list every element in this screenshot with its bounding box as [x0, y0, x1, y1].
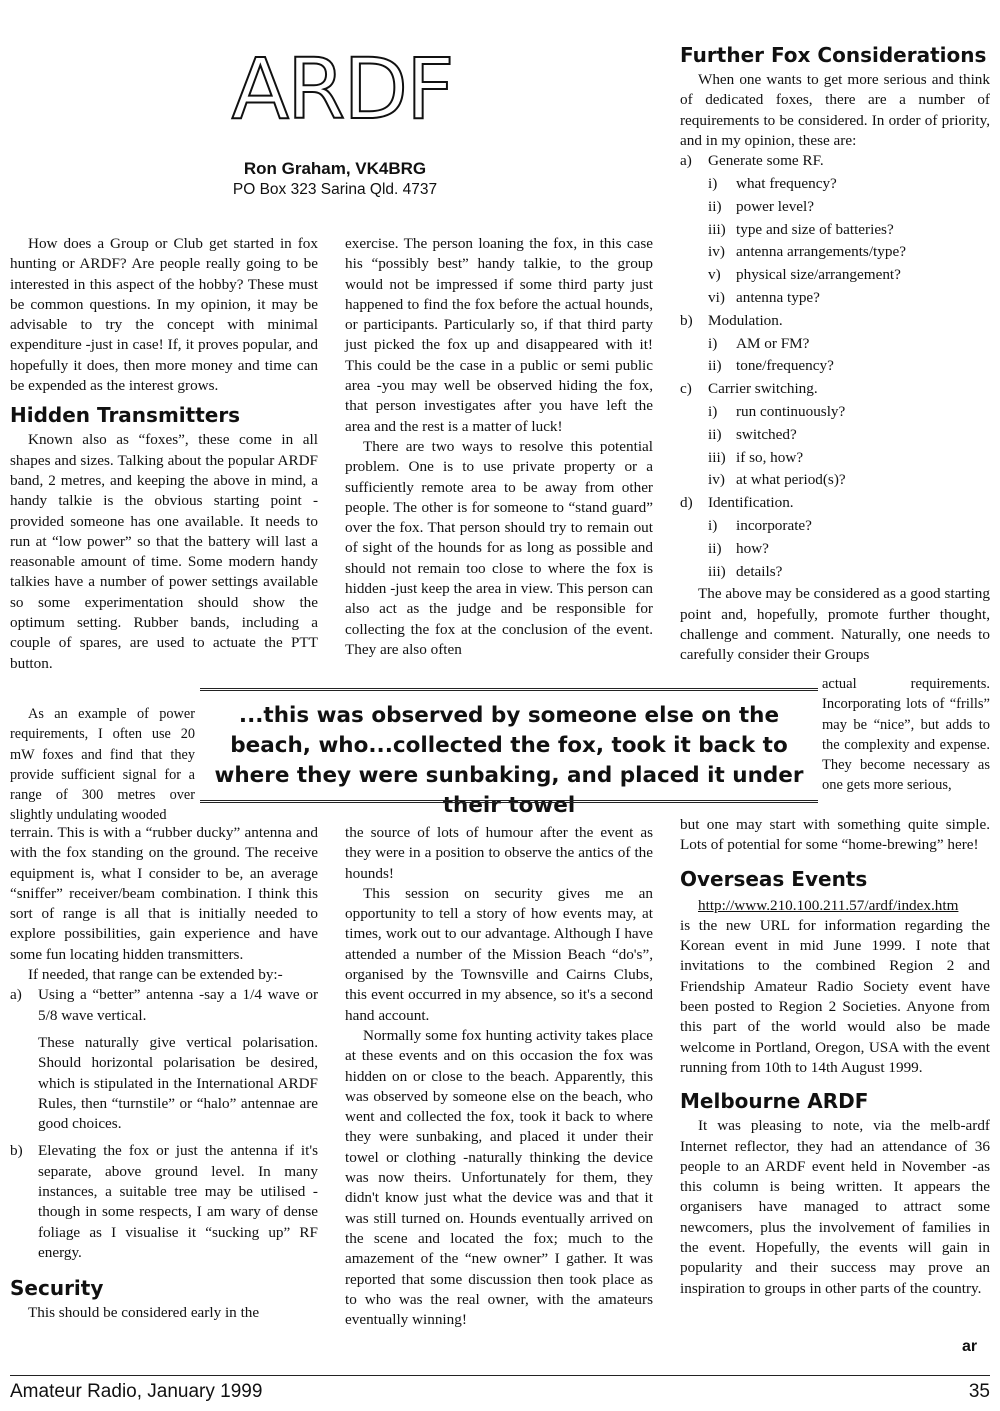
melbourne-ardf-heading: Melbourne ARDF [680, 1089, 869, 1114]
sublist-text: at what period(s)? [736, 471, 846, 489]
list-text: Carrier switching. [708, 380, 818, 398]
sublist-item [680, 448, 990, 468]
sublist-text: physical size/arrangement? [736, 266, 901, 284]
sublist-b [680, 334, 990, 377]
list-text: Modulation. [708, 311, 783, 329]
sublist-text: antenna arrangements/type? [736, 243, 906, 261]
author-address: PO Box 323 Sarina Qld. 4737 [232, 181, 438, 198]
sublist-text: how? [736, 539, 769, 557]
col2-paragraph-3: the source of lots of humour after the event as they were in a position to observe the antics of the hounds! [345, 824, 653, 882]
footer-rule [10, 1375, 990, 1376]
sublist-marker: i) [708, 516, 718, 534]
requirements-list [680, 379, 990, 399]
column-3-top [680, 42, 990, 666]
list-item [680, 379, 990, 399]
list-item [10, 985, 318, 1134]
list-text: Elevating the fox or just the antenna if it's separate, above ground level. In many instances, a suitable tree may be utilised -though in some respects, I am wary of dense foliage as I visualise it “sucking up” RF energy. [38, 1142, 318, 1261]
overseas-events-heading: Overseas Events [680, 866, 868, 891]
further-paragraph-2a: The above may be considered as a good starting point and, hopefully, promote further thought, challenge and comment. Naturally, one needs to carefully consider their Groups [680, 585, 990, 664]
sublist-item [680, 265, 990, 285]
sublist-c [680, 402, 990, 491]
sublist-text: power level? [736, 197, 815, 215]
sublist-marker: i) [708, 402, 718, 420]
further-paragraph-2c: but one may start with something quite simple. Lots of potential for some “home-brewing” here! [680, 816, 990, 854]
list-text: Identification. [708, 494, 794, 512]
sublist-item [680, 516, 990, 536]
end-mark: ar [962, 1338, 978, 1355]
list-item [10, 1141, 318, 1263]
column-3-narrow [822, 674, 990, 796]
sublist-text: tone/frequency? [736, 357, 834, 375]
sublist-item [680, 242, 990, 262]
list-item [680, 151, 990, 171]
footer-page-number: 35 [968, 1381, 990, 1402]
hidden-paragraph-2b: terrain. This is with a “rubber ducky” antenna and with the fox standing on the ground. The receive equipment is, what I consider to be, an average “sniffer” receiver/beam combination. I think this sort of range is all that is initially needed to explore possibilities, gain experience and have some fun locating hidden transmitters. [10, 824, 318, 963]
sublist-text: run continuously? [736, 402, 846, 420]
author-name: Ron Graham, VK4BRG [243, 159, 427, 178]
further-paragraph-2b: actual requirements. Incorporating lots of “frills” may be “nice”, but adds to the complexity and expense. They become necessary as one gets more serious, [822, 676, 990, 794]
requirements-list [680, 151, 990, 171]
sublist-marker: v) [708, 266, 721, 284]
sublist-marker: iii) [708, 220, 726, 238]
overseas-paragraph: is the new URL for information regarding the Korean event in mid June 1999. I note that invitations to the combined Region 2 and Friendship Amateur Radio Society event have been posted to Region 2 Societies. Anyone from this part of the world would also be made welcome in Portland, Oregon, USA with the event running from 10th to 14th August 1999. [680, 916, 990, 1076]
overseas-url-link[interactable]: http://www.210.100.211.57/ardf/index.htm [698, 896, 959, 914]
sublist-marker: iii) [708, 562, 726, 580]
sublist-text: antenna type? [736, 288, 820, 306]
further-fox-heading: Further Fox Considerations [680, 43, 987, 67]
sublist-d [680, 516, 990, 582]
sublist-item [680, 334, 990, 354]
list-marker: a) [10, 986, 22, 1004]
security-heading: Security [10, 1276, 104, 1301]
column-3-bottom [680, 815, 990, 1299]
list-marker: d) [680, 494, 693, 512]
further-paragraph-1: When one wants to get more serious and think of dedicated foxes, there are a number of requirements to be considered. In order of priority, and in my opinion, these are: [680, 71, 990, 149]
column-1-narrow [10, 704, 195, 826]
overseas-url[interactable] [680, 896, 990, 916]
requirements-list [680, 311, 990, 331]
extend-list [10, 985, 318, 1263]
footer-magazine: Amateur Radio, January 1999 [10, 1381, 263, 1402]
logo-text: ARDF [231, 40, 453, 138]
sublist-item [680, 470, 990, 490]
list-marker: c) [680, 380, 692, 398]
requirements-list [680, 493, 990, 513]
list-item [680, 493, 990, 513]
column-2-top [345, 234, 653, 660]
sublist-item [680, 220, 990, 240]
col2-paragraph-4: This session on security gives me an opportunity to tell a story of how events may, at times, work out to our advantage. Although I have attended a number of the Mission Beach “do's”, organised by the Townsville and Cairns Clubs, this event occurred in my absence, so it's a second hand account. [345, 884, 653, 1024]
sublist-item [680, 174, 990, 194]
sublist-item [680, 356, 990, 376]
column-2-bottom [345, 823, 653, 1330]
sublist-marker: ii) [708, 357, 722, 375]
column-1-top [10, 234, 318, 674]
sublist-item [680, 425, 990, 445]
security-paragraph: This should be considered early in the [28, 1304, 260, 1322]
sublist-item [680, 197, 990, 217]
sublist-text: type and size of batteries? [736, 220, 894, 238]
sublist-text: AM or FM? [736, 334, 810, 352]
sublist-item [680, 402, 990, 422]
list-text: Using a “better” antenna -say a 1/4 wave or 5/8 wave vertical. [38, 986, 318, 1024]
sublist-a [680, 174, 990, 308]
sublist-text: switched? [736, 425, 797, 443]
pull-quote [198, 701, 820, 821]
author-block [200, 158, 470, 200]
col2-paragraph-5: Normally some fox hunting activity takes place at these events and on this occasion the fox was hidden on or close to the beach. Apparently, this was observed by someone else on the beach, who went and collected the fox, took it back to where they were sunbaking, and placed it under their towel or clothing -naturally thinking the device was now theirs. Unfortunately for them, they didn't know just what the device was and that it was still turned on. Hounds eventually arrived on the scene and located the fox; much to the amazement of the “new owner” I gather. It was reported that some discussion then took place as to who was the real owner, with the amateurs eventually winning! [345, 1026, 653, 1329]
intro-paragraph: How does a Group or Club get started in fox hunting or ARDF? Are people really going to be interested in this aspect of the hobby? These must be common questions. In my opinion, it may be advisable to try the concept with minimal expenditure -just in case! If, it proves popular, and hopefully it does, then more money and time can be expended as the interest grows. [10, 235, 318, 395]
sublist-marker: i) [708, 174, 718, 192]
sublist-item [680, 562, 990, 582]
sublist-marker: ii) [708, 197, 722, 215]
pull-quote-text: ...this was observed by someone else on the beach, who...collected the fox, took it back to where they were sunbaking, and placed it under their towel [214, 703, 804, 818]
list-marker: b) [680, 311, 693, 329]
list-text: These naturally give vertical polarisation. Should horizontal polarisation be desired, which is stipulated in the International ARDF Rules, then “turnstile” or “halo” antennae are good choices. [38, 1033, 318, 1133]
sublist-marker: ii) [708, 539, 722, 557]
sublist-marker: i) [708, 334, 718, 352]
sublist-marker: vi) [708, 288, 725, 306]
ardf-logo [222, 40, 462, 138]
list-marker: a) [680, 152, 692, 170]
sublist-text: what frequency? [736, 174, 837, 192]
sublist-item [680, 288, 990, 308]
col2-paragraph-2: There are two ways to resolve this potential problem. One is to use private property or a sufficiently remote area to be away from other people. The other is for someone to “stand guard” over the fox. That person should try to remain out of sight of the hounds for as long as possible and should not remain too close to where the fox is hidden -just keep the area in view. This person can also act as the judge and be responsible for collecting the fox at the conclusion of the event. They are also often [345, 437, 653, 658]
hidden-transmitters-heading: Hidden Transmitters [10, 403, 241, 428]
hidden-paragraph-1: Known also as “foxes”, these come in all shapes and sizes. Talking about the popular ARDF band, 2 metres, and keeping the above in mind, a handy talkie is the obvious starting point -provided someone has one available. It needs to run at “low power” so that the battery will last a reasonable amount of time. Some modern handy talkies have a number of power settings available so some experimentation should show the optimum setting. Rubber bands, including a couple of spares, are used to actuate the PTT button. [10, 431, 318, 672]
list-marker: b) [10, 1142, 23, 1160]
sublist-item [680, 539, 990, 559]
column-1-bottom [10, 823, 318, 1324]
list-text: Generate some RF. [708, 152, 824, 170]
sublist-marker: ii) [708, 425, 722, 443]
sublist-text: details? [736, 562, 783, 580]
list-item [680, 311, 990, 331]
sublist-marker: iii) [708, 448, 726, 466]
melbourne-paragraph: It was pleasing to note, via the melb-ardf Internet reflector, they had an attendance of 36 people to an ARDF event held in November -as this column is being written. It appears the organisers have managed to attract some newcomers, plus the involvement of families in the event. Hopefully, the events will gain in popularity and their success may prove an inspiration to groups in other parts of the country. [680, 1117, 990, 1297]
pull-quote-top-rule [200, 688, 818, 691]
pull-quote-bottom-rule [200, 800, 818, 803]
sublist-text: incorporate? [736, 516, 812, 534]
col2-paragraph-1: exercise. The person loaning the fox, in this case his “possibly best” handy talkie, to the group would not be impressed if some third party just happened to find the fox before the actual hounds, or participants. Particularly so, if that third party just picked the fox up and disappeared with it! This could be the case in a public or semi public area -you may well be observed hiding the fox, that person investigates after you have left the area and the rest is a matter of luck! [345, 235, 653, 435]
sublist-marker: iv) [708, 243, 725, 261]
hidden-paragraph-2a: As an example of power requirements, I often use 20 mW foxes and find that they provide sufficient signal for a range of 300 metres over slightly undulating wooded [10, 706, 195, 824]
sublist-marker: iv) [708, 471, 725, 489]
sublist-text: if so, how? [736, 448, 804, 466]
extend-paragraph: If needed, that range can be extended by:- [28, 966, 283, 984]
